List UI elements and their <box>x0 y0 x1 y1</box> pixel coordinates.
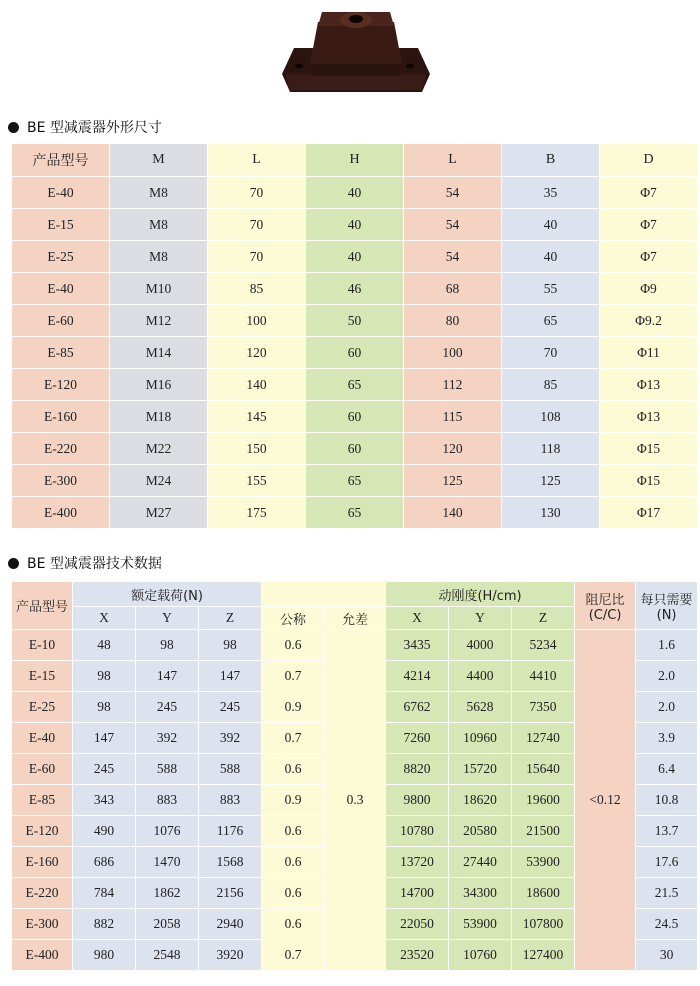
cell-l2: 112 <box>404 369 502 401</box>
cell-load-y: 245 <box>136 692 199 723</box>
cell-l2: 120 <box>404 433 502 465</box>
subheader-tolerance: 允差 <box>325 607 386 630</box>
cell-stiffness-y: 27440 <box>449 847 512 878</box>
cell-load-z: 883 <box>199 785 262 816</box>
cell-model: E-25 <box>12 692 73 723</box>
bullet-icon <box>8 122 19 133</box>
cell-tolerance: 0.3 <box>325 630 386 971</box>
cell-model: E-10 <box>12 630 73 661</box>
cell-m: M24 <box>110 465 208 497</box>
cell-load-y: 392 <box>136 723 199 754</box>
cell-stiffness-z: 21500 <box>512 816 575 847</box>
cell-l: 175 <box>208 497 306 529</box>
cell-b: 55 <box>502 273 600 305</box>
cell-d: Φ15 <box>600 433 698 465</box>
cell-l2: 80 <box>404 305 502 337</box>
cell-stiffness-z: 19600 <box>512 785 575 816</box>
cell-stiffness-x: 14700 <box>386 878 449 909</box>
cell-model: E-120 <box>12 369 110 401</box>
cell-model: E-85 <box>12 785 73 816</box>
cell-per-unit: 2.0 <box>636 692 698 723</box>
cell-d: Φ13 <box>600 369 698 401</box>
cell-load-z: 2940 <box>199 909 262 940</box>
cell-per-unit: 24.5 <box>636 909 698 940</box>
header-rated-load: 额定载荷(N) <box>73 582 262 607</box>
cell-stiffness-z: 18600 <box>512 878 575 909</box>
cell-d: Φ7 <box>600 209 698 241</box>
cell-stiffness-y: 4400 <box>449 661 512 692</box>
section2-title: BE 型减震器技术数据 <box>27 556 162 572</box>
cell-b: 65 <box>502 305 600 337</box>
header-per-unit <box>636 582 698 630</box>
cell-model: E-300 <box>12 465 110 497</box>
cell-model: E-40 <box>12 723 73 754</box>
cell-model: E-85 <box>12 337 110 369</box>
cell-h: 40 <box>306 177 404 209</box>
cell-load-x: 343 <box>73 785 136 816</box>
cell-load-x: 686 <box>73 847 136 878</box>
subheader-x: X <box>386 607 449 630</box>
cell-h: 40 <box>306 241 404 273</box>
table-row <box>12 305 698 337</box>
header-cell: D <box>600 144 698 177</box>
cell-stiffness-y: 18620 <box>449 785 512 816</box>
cell-stiffness-x: 13720 <box>386 847 449 878</box>
cell-d: Φ11 <box>600 337 698 369</box>
cell-m: M16 <box>110 369 208 401</box>
cell-model: E-60 <box>12 305 110 337</box>
header-dynamic-stiffness: 动刚度(H/cm) <box>386 582 575 607</box>
cell-load-y: 1470 <box>136 847 199 878</box>
per-unit-unit: (N) <box>656 607 677 623</box>
cell-h: 65 <box>306 497 404 529</box>
cell-load-z: 2156 <box>199 878 262 909</box>
cell-l: 145 <box>208 401 306 433</box>
cell-d: Φ7 <box>600 177 698 209</box>
cell-load-y: 147 <box>136 661 199 692</box>
cell-nominal: 0.6 <box>262 816 325 847</box>
cell-stiffness-y: 53900 <box>449 909 512 940</box>
cell-model: E-120 <box>12 816 73 847</box>
cell-stiffness-y: 4000 <box>449 630 512 661</box>
cell-load-x: 98 <box>73 692 136 723</box>
section2-heading <box>8 553 162 573</box>
cell-load-z: 3920 <box>199 940 262 971</box>
cell-b: 85 <box>502 369 600 401</box>
cell-per-unit: 2.0 <box>636 661 698 692</box>
cell-stiffness-x: 6762 <box>386 692 449 723</box>
cell-load-z: 245 <box>199 692 262 723</box>
table-row <box>12 369 698 401</box>
cell-load-x: 147 <box>73 723 136 754</box>
cell-h: 46 <box>306 273 404 305</box>
dimensions-table <box>11 143 698 529</box>
cell-per-unit: 6.4 <box>636 754 698 785</box>
cell-model: E-40 <box>12 273 110 305</box>
cell-load-z: 147 <box>199 661 262 692</box>
cell-load-y: 883 <box>136 785 199 816</box>
bullet-icon <box>8 558 19 569</box>
cell-l2: 54 <box>404 177 502 209</box>
section1-title: BE 型减震器外形尺寸 <box>27 120 162 136</box>
table-header-row <box>12 144 698 177</box>
cell-load-x: 245 <box>73 754 136 785</box>
cell-stiffness-y: 15720 <box>449 754 512 785</box>
cell-per-unit: 10.8 <box>636 785 698 816</box>
cell-stiffness-z: 127400 <box>512 940 575 971</box>
cell-stiffness-x: 10780 <box>386 816 449 847</box>
cell-nominal: 0.7 <box>262 723 325 754</box>
cell-l: 120 <box>208 337 306 369</box>
cell-per-unit: 1.6 <box>636 630 698 661</box>
subheader-z: Z <box>512 607 575 630</box>
cell-m: M8 <box>110 177 208 209</box>
cell-stiffness-x: 4214 <box>386 661 449 692</box>
header-model: 产品型号 <box>12 582 73 630</box>
cell-l2: 115 <box>404 401 502 433</box>
cell-model: E-220 <box>12 878 73 909</box>
cell-b: 40 <box>502 209 600 241</box>
cell-load-y: 1862 <box>136 878 199 909</box>
cell-load-y: 98 <box>136 630 199 661</box>
cell-load-x: 98 <box>73 661 136 692</box>
cell-l: 70 <box>208 177 306 209</box>
cell-l: 150 <box>208 433 306 465</box>
cell-l2: 100 <box>404 337 502 369</box>
cell-l2: 140 <box>404 497 502 529</box>
subheader-x: X <box>73 607 136 630</box>
header-cell: L <box>208 144 306 177</box>
cell-model: E-220 <box>12 433 110 465</box>
cell-model: E-160 <box>12 401 110 433</box>
cell-stiffness-y: 5628 <box>449 692 512 723</box>
cell-damping: <0.12 <box>575 630 636 971</box>
header-cell: L <box>404 144 502 177</box>
cell-b: 40 <box>502 241 600 273</box>
cell-l: 155 <box>208 465 306 497</box>
cell-l2: 68 <box>404 273 502 305</box>
cell-l: 140 <box>208 369 306 401</box>
table-row <box>12 337 698 369</box>
cell-model: E-160 <box>12 847 73 878</box>
cell-stiffness-y: 10760 <box>449 940 512 971</box>
cell-m: M10 <box>110 273 208 305</box>
cell-stiffness-z: 15640 <box>512 754 575 785</box>
cell-b: 125 <box>502 465 600 497</box>
cell-stiffness-z: 5234 <box>512 630 575 661</box>
cell-model: E-40 <box>12 177 110 209</box>
cell-stiffness-x: 3435 <box>386 630 449 661</box>
cell-l2: 54 <box>404 209 502 241</box>
cell-nominal: 0.7 <box>262 661 325 692</box>
cell-nominal: 0.6 <box>262 909 325 940</box>
subheader-z: Z <box>199 607 262 630</box>
cell-h: 65 <box>306 465 404 497</box>
table-row <box>12 401 698 433</box>
damping-label: 阻尼比 <box>585 592 625 608</box>
cell-h: 50 <box>306 305 404 337</box>
header-damping-ratio <box>575 582 636 630</box>
cell-stiffness-x: 22050 <box>386 909 449 940</box>
technical-data-table <box>11 581 698 971</box>
cell-nominal: 0.9 <box>262 785 325 816</box>
per-unit-label: 每只需要 <box>640 592 693 608</box>
cell-load-z: 1176 <box>199 816 262 847</box>
cell-per-unit: 13.7 <box>636 816 698 847</box>
cell-d: Φ13 <box>600 401 698 433</box>
cell-stiffness-z: 7350 <box>512 692 575 723</box>
cell-nominal: 0.9 <box>262 692 325 723</box>
cell-b: 108 <box>502 401 600 433</box>
section1-heading <box>8 117 162 137</box>
cell-load-y: 588 <box>136 754 199 785</box>
header-cell: 产品型号 <box>12 144 110 177</box>
cell-load-x: 784 <box>73 878 136 909</box>
damping-unit: (C/C) <box>588 607 622 623</box>
cell-load-z: 1568 <box>199 847 262 878</box>
cell-load-x: 980 <box>73 940 136 971</box>
cell-load-x: 490 <box>73 816 136 847</box>
table-row <box>12 209 698 241</box>
cell-stiffness-y: 20580 <box>449 816 512 847</box>
table-row <box>12 465 698 497</box>
header-cell: M <box>110 144 208 177</box>
cell-stiffness-z: 12740 <box>512 723 575 754</box>
cell-h: 60 <box>306 337 404 369</box>
cell-l: 100 <box>208 305 306 337</box>
cell-l: 85 <box>208 273 306 305</box>
cell-nominal: 0.6 <box>262 754 325 785</box>
cell-model: E-400 <box>12 940 73 971</box>
header-blank <box>262 582 386 607</box>
cell-h: 40 <box>306 209 404 241</box>
cell-b: 35 <box>502 177 600 209</box>
cell-nominal: 0.6 <box>262 847 325 878</box>
cell-stiffness-z: 53900 <box>512 847 575 878</box>
table-header-row <box>12 582 698 607</box>
shock-absorber-image <box>282 4 430 94</box>
table-row <box>12 433 698 465</box>
cell-b: 118 <box>502 433 600 465</box>
cell-l2: 54 <box>404 241 502 273</box>
cell-stiffness-x: 7260 <box>386 723 449 754</box>
cell-load-y: 2058 <box>136 909 199 940</box>
cell-stiffness-x: 9800 <box>386 785 449 816</box>
cell-load-x: 882 <box>73 909 136 940</box>
cell-load-x: 48 <box>73 630 136 661</box>
cell-model: E-15 <box>12 209 110 241</box>
cell-m: M8 <box>110 241 208 273</box>
cell-d: Φ9 <box>600 273 698 305</box>
cell-stiffness-y: 10960 <box>449 723 512 754</box>
cell-stiffness-z: 4410 <box>512 661 575 692</box>
cell-b: 130 <box>502 497 600 529</box>
cell-model: E-300 <box>12 909 73 940</box>
cell-b: 70 <box>502 337 600 369</box>
cell-load-z: 98 <box>199 630 262 661</box>
cell-l: 70 <box>208 241 306 273</box>
cell-model: E-15 <box>12 661 73 692</box>
table-row <box>12 177 698 209</box>
cell-nominal: 0.6 <box>262 630 325 661</box>
cell-d: Φ15 <box>600 465 698 497</box>
cell-model: E-400 <box>12 497 110 529</box>
cell-nominal: 0.6 <box>262 878 325 909</box>
cell-l: 70 <box>208 209 306 241</box>
cell-per-unit: 30 <box>636 940 698 971</box>
header-cell: B <box>502 144 600 177</box>
cell-l2: 125 <box>404 465 502 497</box>
subheader-nominal: 公称 <box>262 607 325 630</box>
cell-h: 65 <box>306 369 404 401</box>
table-row <box>12 630 698 661</box>
cell-m: M18 <box>110 401 208 433</box>
cell-load-y: 1076 <box>136 816 199 847</box>
cell-nominal: 0.7 <box>262 940 325 971</box>
cell-d: Φ7 <box>600 241 698 273</box>
table-row <box>12 241 698 273</box>
cell-m: M12 <box>110 305 208 337</box>
subheader-y: Y <box>449 607 512 630</box>
cell-stiffness-y: 34300 <box>449 878 512 909</box>
cell-load-z: 588 <box>199 754 262 785</box>
cell-m: M14 <box>110 337 208 369</box>
cell-model: E-60 <box>12 754 73 785</box>
cell-model: E-25 <box>12 241 110 273</box>
subheader-y: Y <box>136 607 199 630</box>
cell-m: M27 <box>110 497 208 529</box>
table-row <box>12 273 698 305</box>
cell-m: M8 <box>110 209 208 241</box>
cell-load-y: 2548 <box>136 940 199 971</box>
cell-per-unit: 3.9 <box>636 723 698 754</box>
cell-d: Φ17 <box>600 497 698 529</box>
cell-d: Φ9.2 <box>600 305 698 337</box>
cell-per-unit: 21.5 <box>636 878 698 909</box>
cell-stiffness-x: 8820 <box>386 754 449 785</box>
cell-stiffness-z: 107800 <box>512 909 575 940</box>
cell-h: 60 <box>306 433 404 465</box>
table-row <box>12 497 698 529</box>
cell-m: M22 <box>110 433 208 465</box>
cell-h: 60 <box>306 401 404 433</box>
cell-per-unit: 17.6 <box>636 847 698 878</box>
cell-stiffness-x: 23520 <box>386 940 449 971</box>
cell-load-z: 392 <box>199 723 262 754</box>
header-cell: H <box>306 144 404 177</box>
